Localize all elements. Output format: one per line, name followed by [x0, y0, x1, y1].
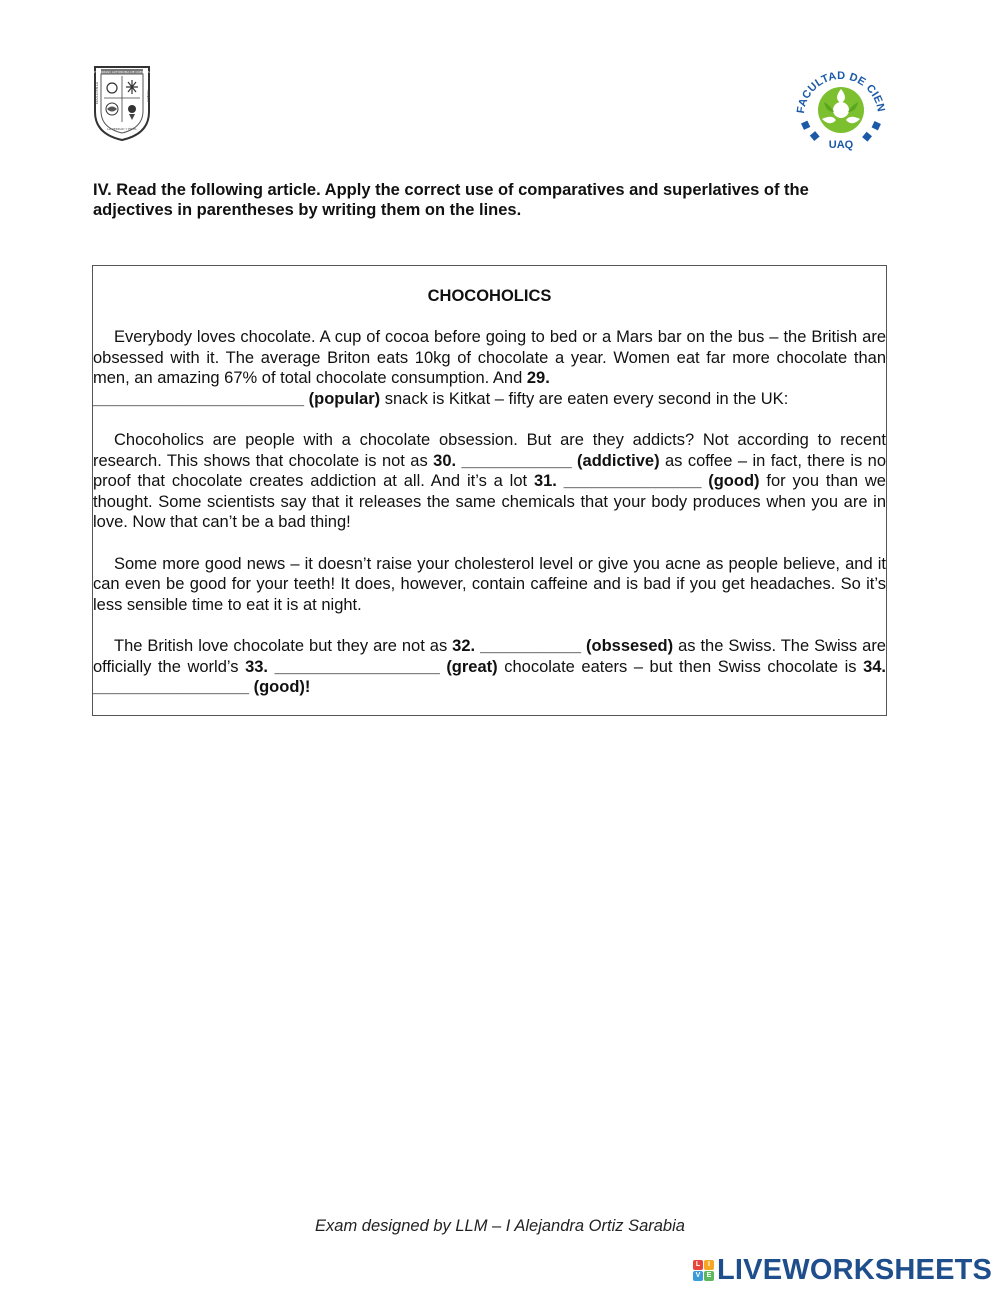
instructions-heading: IV. Read the following article. Apply the correct use of comparatives and superlatives of the adjectives in parentheses by writing them on the lines.: [93, 181, 809, 219]
answer-blank-30[interactable]: ____________: [461, 451, 572, 470]
svg-text:EDUCO EN LA: EDUCO EN LA: [95, 82, 99, 104]
paragraph-text: The British love chocolate but they are not as: [114, 636, 453, 655]
facultad-ciencias-naturales-logo: [786, 54, 896, 154]
brand-tile: V: [693, 1271, 703, 1281]
answer-blank-29[interactable]: _______________________: [93, 389, 305, 408]
question-number-30: 30.: [433, 451, 457, 470]
brand-tile: L: [693, 1260, 703, 1270]
article-title: CHOCOHOLICS: [427, 287, 552, 305]
paragraph-text: Chocoholics are people with a chocolate obsession. But are they addicts? Not according to recent research. This shows that chocolate is not as: [93, 430, 886, 470]
brand-tile: I: [704, 1260, 714, 1270]
paragraph-text: for you than we thought. Some scientists say that it releases the same chemicals that your body produces when you are in love. Now that can’t be a bad thing!: [93, 472, 886, 532]
paragraph-text: Everybody loves chocolate. A cup of cocoa before going to bed or a Mars bar on the bus – the British are obsessed with it. The average Briton eats 10kg of chocolate a year. Women eat far more chocolate than men, an amazing 67% of total chocolate consumption. And: [93, 328, 886, 388]
svg-text:LA VERDAD Y EN EL: LA VERDAD Y EN EL: [107, 127, 137, 131]
article-paragraph-2: [93, 430, 886, 533]
question-number-34: 34.: [863, 657, 886, 676]
svg-text:UNIVERSIDAD AUTÓNOMA DE QUERÉT: UNIVERSIDAD AUTÓNOMA DE QUERÉTARO: [92, 70, 152, 74]
question-number-33: 33.: [245, 657, 268, 676]
adjective-hint-34: (good)!: [253, 678, 311, 697]
question-number-32: 32.: [452, 636, 476, 655]
svg-text:HONOR: HONOR: [146, 90, 150, 103]
paragraph-text: as the Swiss. The Swiss are officially the world’s: [93, 636, 886, 676]
adjective-hint-30: (addictive): [577, 451, 660, 470]
adjective-hint-33: (great): [446, 657, 498, 676]
article-box: [92, 265, 887, 716]
answer-blank-31[interactable]: _______________: [563, 472, 702, 491]
liveworksheets-brand[interactable]: [693, 1255, 992, 1285]
question-number-31: 31.: [533, 472, 557, 491]
liveworksheets-wordmark: LIVEWORKSHEETS: [717, 1253, 993, 1286]
svg-text:FACULTAD DE CIENCIAS NATURALES: FACULTAD DE CIEN: [795, 69, 887, 115]
flower-emblem-icon: [786, 54, 896, 154]
exam-credit: Exam designed by LLM – I Alejandra Ortiz Sarabia: [315, 1217, 685, 1235]
paragraph-text: as coffee – in fact, there is no proof that chocolate creates addiction at all. And it’s a lot: [93, 451, 887, 491]
answer-blank-34[interactable]: _________________: [93, 678, 250, 697]
adjective-hint-31: (good): [708, 472, 760, 491]
liveworksheets-tiles-icon: [693, 1260, 714, 1281]
question-number-29: 29.: [526, 369, 550, 388]
university-shield-logo: [92, 64, 152, 142]
paragraph-text: snack is Kitkat – fifty are eaten every second in the UK:: [380, 389, 789, 408]
article-body: [93, 327, 886, 698]
article-paragraph-1: [93, 327, 886, 409]
paragraph-text: chocolate eaters – but then Swiss chocolate is: [497, 657, 864, 676]
answer-blank-32[interactable]: ___________: [480, 636, 582, 655]
brand-tile: E: [704, 1271, 714, 1281]
answer-blank-33[interactable]: __________________: [274, 657, 440, 676]
shield-icon: [92, 64, 152, 142]
adjective-hint-32: (obssesed): [586, 636, 674, 655]
article-paragraph-3: Some more good news – it doesn’t raise your cholesterol level or give you acne as people believe, and it can even be good for your teeth! It does, however, contain caffeine and is bad if you get headaches. So it’s less sensible time to eat it is at night.: [93, 554, 886, 614]
svg-text:UAQ: UAQ: [828, 139, 854, 151]
article-paragraph-4: [93, 636, 886, 698]
adjective-hint-29: (popular): [308, 389, 381, 408]
